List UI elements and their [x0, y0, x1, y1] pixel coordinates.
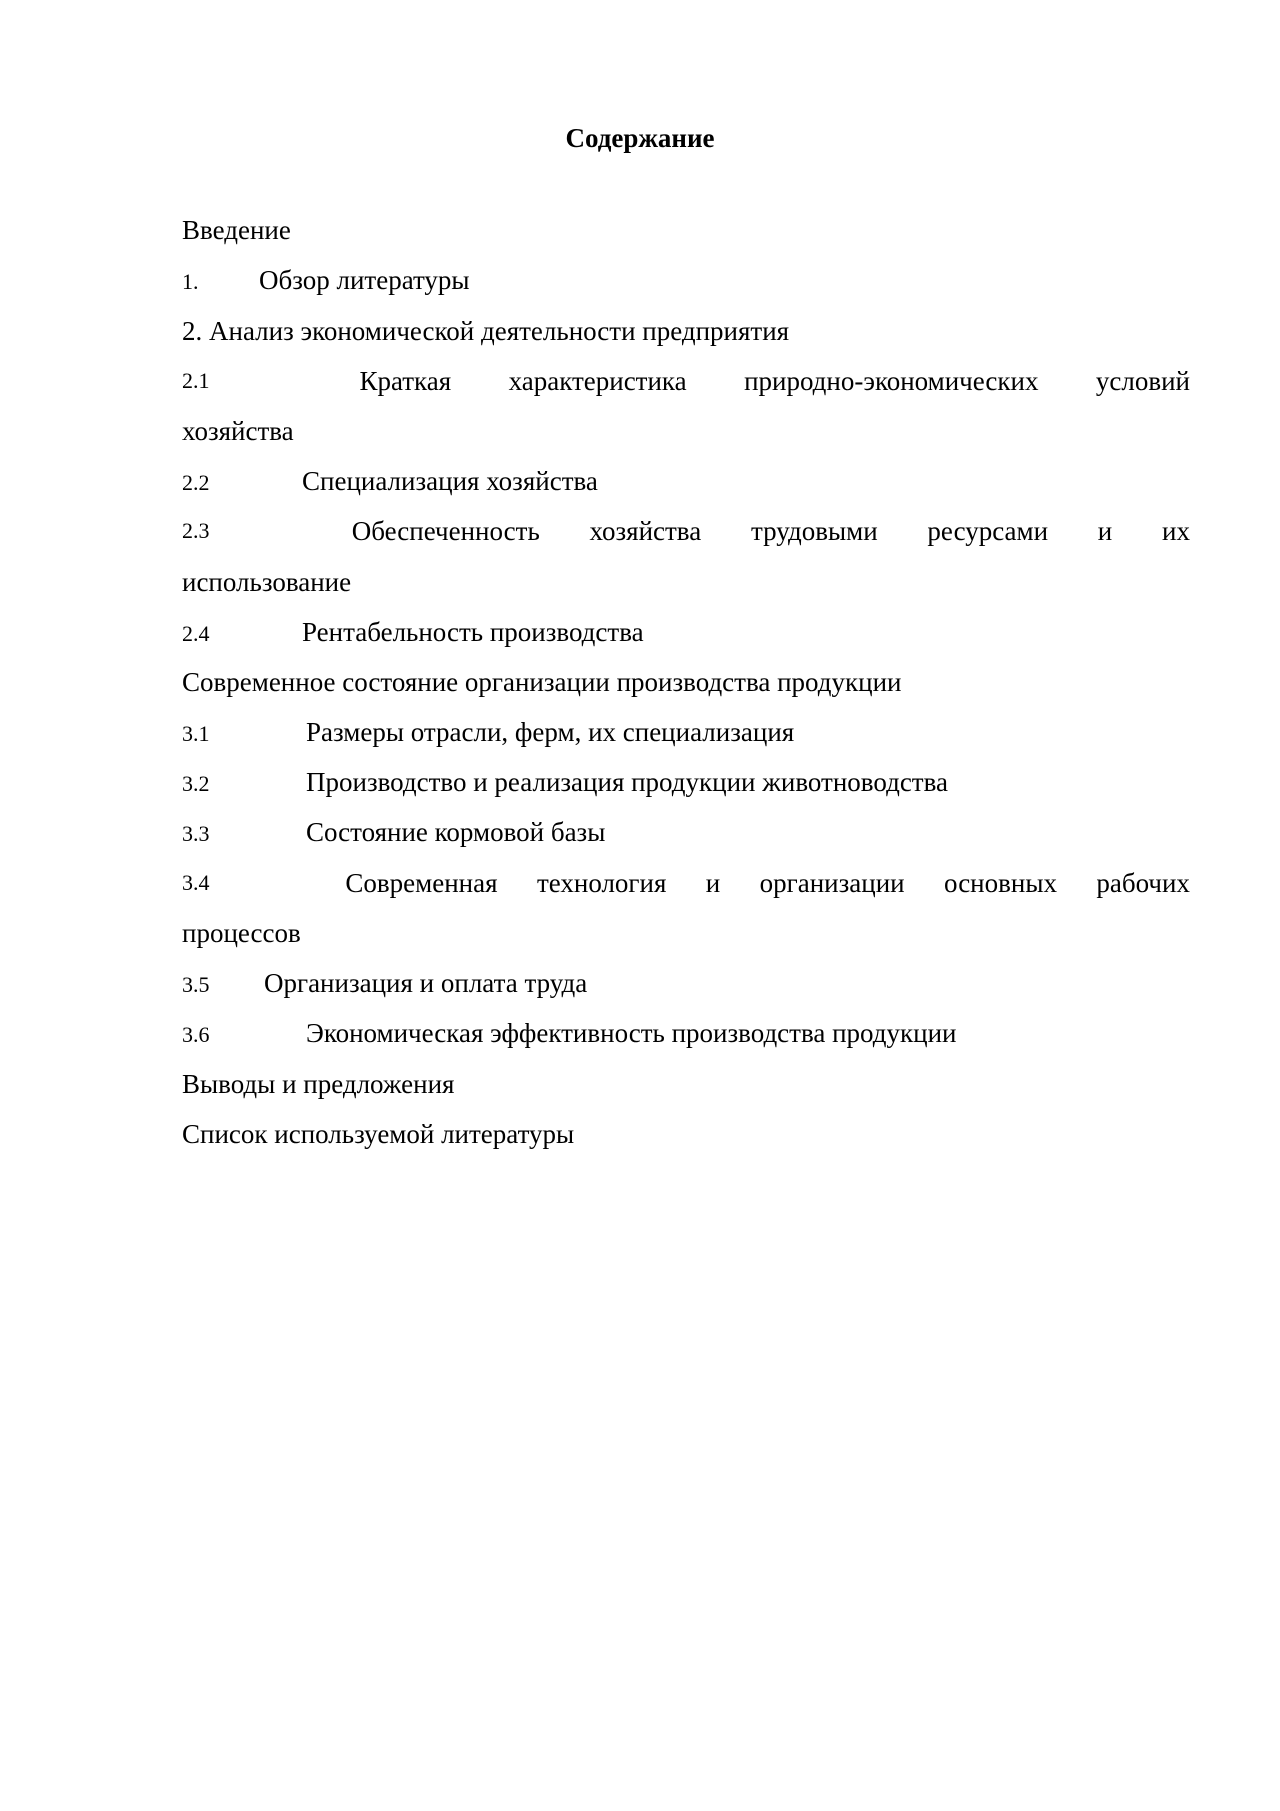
toc-entry-3-4-continuation: процессов — [182, 918, 301, 948]
toc-word: Краткая — [359, 366, 452, 396]
toc-entry-3-6 — [182, 1015, 1190, 1053]
toc-number: 3.4 — [182, 870, 210, 895]
toc-entry-conclusions: Выводы и предложения — [182, 1069, 455, 1099]
toc-entry-2-3 — [182, 513, 1190, 549]
toc-word: и — [1097, 516, 1113, 546]
toc-number: 3.3 — [182, 821, 210, 846]
toc-entry-2-4 — [182, 614, 1190, 652]
toc-label: Размеры отрасли, ферм, их специализация — [306, 717, 795, 747]
toc-entry-2-1 — [182, 363, 1190, 399]
toc-number: 2.1 — [182, 368, 210, 393]
toc-number: 3.1 — [182, 721, 210, 746]
toc-number: 3.6 — [182, 1022, 210, 1047]
toc-word: условий — [1095, 366, 1190, 396]
toc-word: рабочих — [1096, 868, 1190, 898]
toc-word: Современная — [345, 868, 498, 898]
toc-number: 3.2 — [182, 771, 210, 796]
toc-word: технология — [536, 868, 667, 898]
toc-word: хозяйства — [589, 516, 702, 546]
toc-entry-intro: Введение — [182, 215, 291, 245]
toc-entry-2: 2. Анализ экономической деятельности предприятия — [182, 316, 790, 346]
toc-label: Экономическая эффективность производства продукции — [306, 1018, 957, 1048]
toc-entry-1 — [182, 262, 1190, 300]
toc-label: Производство и реализация продукции животноводства — [306, 767, 948, 797]
toc-entry-references: Список используемой литературы — [182, 1119, 575, 1149]
toc-word: и — [705, 868, 721, 898]
toc-word: ресурсами — [927, 516, 1049, 546]
page-title: Содержание — [565, 123, 715, 153]
toc-label: Обзор литературы — [259, 265, 470, 295]
toc-entry-3-4 — [182, 865, 1190, 901]
toc-entry-2-3-continuation: использование — [182, 567, 352, 597]
toc-number: 2.3 — [182, 518, 210, 543]
toc-label: Рентабельность производства — [302, 617, 644, 647]
toc-word: основных — [944, 868, 1057, 898]
toc-number: 3.5 — [182, 972, 210, 997]
toc-label: Состояние кормовой базы — [306, 817, 606, 847]
toc-word: организации — [759, 868, 905, 898]
toc-word: характеристика — [508, 366, 687, 396]
toc-entry-3-5 — [182, 965, 1190, 1003]
toc-label: Специализация хозяйства — [302, 466, 598, 496]
toc-entry-3: Современное состояние организации производства продукции — [182, 667, 902, 697]
toc-entry-3-2 — [182, 764, 1190, 802]
toc-entry-3-3 — [182, 814, 1190, 852]
toc-entry-2-2 — [182, 463, 1190, 501]
toc-word: Обеспеченность — [351, 516, 540, 546]
toc-label: Организация и оплата труда — [264, 968, 588, 998]
toc-number: 1. — [182, 269, 199, 294]
toc-number: 2.4 — [182, 621, 210, 646]
toc-word: их — [1162, 516, 1190, 546]
toc-word: трудовыми — [750, 516, 878, 546]
toc-entry-2-1-continuation: хозяйства — [182, 416, 294, 446]
toc-word: природно-экономических — [744, 366, 1039, 396]
toc-entry-3-1 — [182, 714, 1190, 752]
toc-number: 2.2 — [182, 470, 210, 495]
